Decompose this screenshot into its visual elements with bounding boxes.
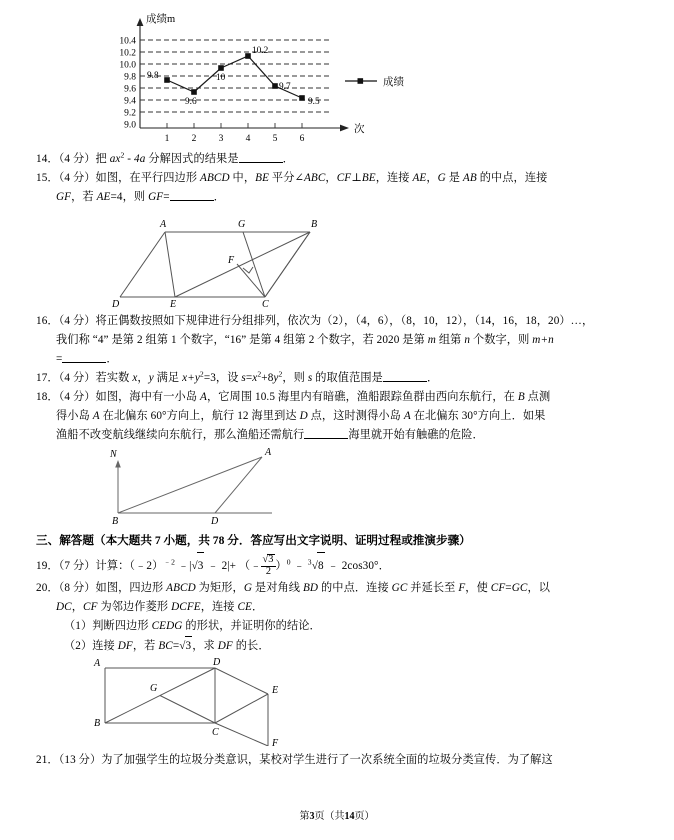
q18-t6: 点，这时测得小岛 <box>307 410 404 422</box>
q20-v6: CF <box>490 582 506 594</box>
q14-text-b: 分解因式的结果是 <box>145 153 239 165</box>
q17-v2: y <box>148 372 154 384</box>
question-15-line2 <box>0 188 674 207</box>
q17-v7: s <box>307 372 313 384</box>
q20-figure-svg <box>0 656 674 746</box>
sqrt-icon: √ <box>179 640 186 652</box>
q18-dot: ． <box>47 391 59 403</box>
q20-s2-rad: 3 <box>185 636 193 656</box>
q17-t5: = <box>245 372 253 384</box>
sqrt-icon: √ <box>311 560 318 572</box>
q14-dot: ． <box>47 153 59 165</box>
q16-v1: m <box>427 334 436 346</box>
q18-v2: B <box>517 391 525 403</box>
chart-y-axis-title: 成绩m <box>146 14 176 25</box>
q19-t5: ﹣ <box>290 560 308 572</box>
q14-period: ． <box>282 153 294 165</box>
q20-v9: CF <box>83 601 98 613</box>
q15-answer-blank[interactable] <box>170 200 214 201</box>
q20-marks: （8 分） <box>58 582 96 594</box>
chart-x-tick: 3 <box>218 134 224 144</box>
q19-marks: （7 分） <box>58 560 96 572</box>
q15-t11: =4，则 <box>110 191 149 203</box>
q15-v4: CF <box>336 172 352 184</box>
q20-label-B: B <box>94 718 101 729</box>
q20-v3: BD <box>302 582 319 594</box>
q20-label-A: A <box>94 658 101 669</box>
q17-v1: x <box>132 372 138 384</box>
q18-v5: A <box>403 410 411 422</box>
q20-s2-t2: ，若 <box>132 640 159 652</box>
legend-label: 成绩 <box>383 77 404 88</box>
legend-marker <box>358 78 364 84</box>
q18-t4: 得小岛 <box>56 410 93 422</box>
q16-number: 16 <box>36 315 48 327</box>
q20-t4: 的中点．连接 <box>318 582 392 594</box>
chart-x-tick: 5 <box>272 134 278 144</box>
q20-t7: = <box>505 582 512 594</box>
chart-marker <box>191 89 197 95</box>
chart-y-tick-labels <box>119 37 136 131</box>
sqrt-icon: √ <box>191 560 198 572</box>
q15-t5: ⊥ <box>351 172 362 184</box>
chart-x-axis-arrow <box>340 125 349 132</box>
chart-y-axis-arrow <box>137 18 144 26</box>
q15-v7: G <box>437 172 446 184</box>
q21-number: 21 <box>36 754 48 766</box>
q21-dot: ． <box>47 754 59 766</box>
q15-label-F: F <box>228 255 235 266</box>
question-18-line1 <box>0 388 674 407</box>
q19-sup1: ﹣2 <box>163 557 175 567</box>
q18-t8: 渔船不改变航线继续向东航行，那么渔船还需航行 <box>56 429 305 441</box>
q20-label-D: D <box>213 657 221 668</box>
q15-label-C: C <box>262 299 269 307</box>
q20-s2-v1: DF <box>117 640 133 652</box>
q15-label-G: G <box>238 219 246 230</box>
q15-t10: ，若 <box>71 191 97 203</box>
q20-v8: DC <box>56 601 72 613</box>
q20-label-E: E <box>272 685 279 696</box>
q15-v9: GF <box>56 191 72 203</box>
q20-number: 20 <box>36 582 48 594</box>
question-18-line2 <box>0 407 674 426</box>
question-20-sub2 <box>0 636 674 656</box>
chart-marker <box>164 77 170 83</box>
q20-s2-v2: BC <box>158 640 173 652</box>
q15-dot: ． <box>47 172 59 184</box>
question-20-line2 <box>0 598 674 617</box>
q17-number: 17 <box>36 372 48 384</box>
q18-label-N: N <box>110 449 117 460</box>
q20-t11: ，连接 <box>200 601 238 613</box>
q20-label-G: G <box>150 683 158 694</box>
q15-t9: 的中点，连接 <box>476 172 548 184</box>
q20-s2-t1: （2）连接 <box>64 640 118 652</box>
q20-v7: GC <box>511 582 528 594</box>
q16-marks: （4 分） <box>58 315 96 327</box>
q20-t6: ，使 <box>465 582 491 594</box>
chart-marker <box>272 83 278 89</box>
chart-point-label: 9.5 <box>308 97 320 107</box>
footer-total-pages: 14 <box>344 811 355 822</box>
q16-period: ． <box>106 353 118 365</box>
chart-legend <box>345 75 404 88</box>
footer-mid: 页（共 <box>314 811 345 822</box>
q18-number: 18 <box>36 391 48 403</box>
q14-text-a: 把 <box>95 153 110 165</box>
q20-t9: ， <box>71 601 84 613</box>
footer-page-number: 3 <box>309 811 315 822</box>
q16-v3: m+n <box>532 334 554 346</box>
q18-t3: 点测 <box>524 391 551 403</box>
question-20-line1 <box>0 579 674 598</box>
q16-text1: 将正偶数按照如下规律进行分组排列，依次为（2），（4，6），（8，10，12），（14，16，18，20）…， <box>95 315 594 327</box>
chart-marker <box>218 65 224 71</box>
q17-v5: x <box>252 372 258 384</box>
q17-sup2: 2 <box>257 369 262 379</box>
q15-v1: ABCD <box>200 172 230 184</box>
q15-t7: ， <box>426 172 438 184</box>
q20-v1: ABCD <box>166 582 196 594</box>
q15-t12: = <box>163 191 170 203</box>
q15-v10: AE <box>96 191 111 203</box>
question-20-sub1 <box>0 617 674 636</box>
q21-text: 为了加强学生的垃圾分类意识，某校对学生进行了一次系统全面的垃圾分类宣传．为了解这 <box>101 754 553 766</box>
q18-t5: 在北偏东 60°方向上，航行 12 海里到达 <box>99 410 300 422</box>
chart-y-tick: 10.0 <box>119 60 136 71</box>
chart-marker <box>299 95 305 101</box>
chart-point-label: 9.8 <box>147 71 159 81</box>
q19-t2: ﹣| <box>175 560 192 572</box>
q19-frac-num-val: 3 <box>268 553 274 565</box>
chart-data-markers <box>164 53 305 101</box>
chart-point-label: 10.2 <box>252 46 269 56</box>
q16-t4: = <box>56 353 63 365</box>
chart-svg <box>0 0 674 150</box>
sqrt-icon: √ <box>262 553 269 565</box>
q15-t1: 如图，在平行四边形 <box>95 172 201 184</box>
chart-x-tick: 1 <box>164 134 170 144</box>
q20-s2-t4: ，求 <box>192 640 218 652</box>
q15-t3: 平分∠ <box>269 172 304 184</box>
q17-t8: 的取值范围是 <box>312 372 383 384</box>
q20-v10: DCFE <box>171 601 201 613</box>
q15-v3: ABC <box>303 172 326 184</box>
q19-rad2: 8 <box>317 552 325 579</box>
chart-x-tick: 4 <box>245 134 251 144</box>
footer-prefix: 第 <box>299 811 310 822</box>
question-15-figure <box>0 207 674 312</box>
chart-y-tick: 9.8 <box>124 72 136 83</box>
q18-t2: ，它周围 10.5 海里内有暗礁，渔船跟踪鱼群由西向东航行，在 <box>206 391 518 403</box>
q17-t6: +8 <box>261 372 274 384</box>
q15-label-E: E <box>170 299 177 307</box>
q18-v3: A <box>92 410 100 422</box>
q17-t3: 满足 <box>153 372 183 384</box>
question-18-figure <box>0 445 674 530</box>
q20-t12: ． <box>251 601 264 613</box>
q17-v6: y <box>273 372 279 384</box>
q14-number: 14 <box>36 153 48 165</box>
q19-root-index: 3 <box>307 557 312 567</box>
chart-x-axis-title: 次 <box>354 124 365 135</box>
chart-y-tick: 9.4 <box>124 96 136 107</box>
q20-s2-t5: 的长． <box>232 640 270 652</box>
question-18-line3 <box>0 426 674 445</box>
q14-expr-a: ax <box>109 153 121 165</box>
q15-t2: 中， <box>229 172 256 184</box>
question-21 <box>0 751 674 770</box>
q17-t1: 若实数 <box>95 372 133 384</box>
q19-dot: ． <box>47 560 59 572</box>
chart-point-label: 10 <box>216 73 226 83</box>
q20-dot: ． <box>47 582 59 594</box>
q15-t4: ， <box>325 172 337 184</box>
q20-t2: 为矩形， <box>195 582 244 594</box>
q15-number: 15 <box>36 172 48 184</box>
q18-answer-blank[interactable] <box>304 438 348 439</box>
q19-sup2: 0 <box>286 557 291 567</box>
q18-label-A: A <box>265 447 272 458</box>
q16-v2: n <box>464 334 471 346</box>
q17-v4: s <box>241 372 246 384</box>
q18-v4: D <box>299 410 308 422</box>
q16-t3: 个数字，则 <box>470 334 533 346</box>
q17-dot: ． <box>47 372 59 384</box>
q20-label-F: F <box>272 738 279 746</box>
chart-y-tick: 9.2 <box>124 108 136 119</box>
chart-y-tick: 9.0 <box>124 120 136 131</box>
q16-dot: ． <box>47 315 59 327</box>
q14-expr-sup: 2 <box>120 150 125 160</box>
q19-rad1: 3 <box>197 552 205 579</box>
question-19 <box>0 552 674 579</box>
q17-t4: =3，设 <box>203 372 242 384</box>
q18-figure-svg <box>0 445 674 525</box>
section-3-heading: 三、解答题（本大题共 7 小题，共 78 分．答应写出文字说明、证明过程或推演步骤） <box>36 534 471 547</box>
q20-t1: 如图，四边形 <box>95 582 167 594</box>
q17-answer-blank[interactable] <box>383 381 427 382</box>
q20-t3: 是对角线 <box>252 582 303 594</box>
q14-answer-blank[interactable] <box>239 162 283 163</box>
question-16-line3 <box>0 350 674 369</box>
page-footer <box>0 807 674 822</box>
q20-shape-lines <box>105 668 268 746</box>
q15-shape-lines <box>120 232 310 297</box>
score-line-chart <box>0 0 674 150</box>
chart-y-tick: 10.4 <box>119 36 136 47</box>
q17-marks: （4 分） <box>58 372 96 384</box>
q20-figure-labels <box>93 657 279 746</box>
q20-t10: 为邻边作菱形 <box>97 601 172 613</box>
q15-v11: GF <box>148 191 164 203</box>
q17-sup3: 2 <box>278 369 283 379</box>
q15-label-A: A <box>160 219 167 230</box>
q18-marks: （4 分） <box>58 391 96 403</box>
chart-x-tick-labels <box>165 134 305 144</box>
q17-t7: ，则 <box>282 372 308 384</box>
q18-t1: 如图，海中有一小岛 <box>95 391 201 403</box>
q20-s1-t2: 的形状，并证明你的结论． <box>182 620 321 632</box>
q20-v11: CE <box>237 601 252 613</box>
chart-x-tick: 6 <box>299 134 305 144</box>
chart-marker <box>245 53 251 59</box>
q20-s1-v1: CEDG <box>151 620 183 632</box>
q15-v6: AE <box>412 172 427 184</box>
question-17 <box>0 369 674 388</box>
q19-t4: ） <box>275 560 287 572</box>
q15-period: ． <box>213 191 225 203</box>
question-15-line1 <box>0 169 674 188</box>
q17-t2: ， <box>137 372 149 384</box>
q15-t8: 是 <box>445 172 463 184</box>
q18-label-D: D <box>211 516 219 525</box>
chart-x-tick: 2 <box>191 134 197 144</box>
q15-marks: （4 分） <box>58 172 96 184</box>
questions-content <box>0 150 674 770</box>
q17-period: ． <box>426 372 439 384</box>
q20-label-C: C <box>212 727 219 738</box>
q20-t8: ，以 <box>527 582 551 594</box>
q19-frac-den: 2 <box>265 565 272 577</box>
q20-v5: F <box>458 582 466 594</box>
chart-point-label: 9.7 <box>279 82 291 92</box>
q15-t6: ，连接 <box>375 172 413 184</box>
chart-point-labels <box>147 46 320 107</box>
q19-frac-num <box>261 554 275 567</box>
q18-t9: 海里就开始有触礁的危险． <box>348 429 484 441</box>
q20-v4: GC <box>391 582 408 594</box>
q21-marks: （13 分） <box>58 754 102 766</box>
footer-suffix: 页） <box>354 811 375 822</box>
question-16-line1 <box>0 312 674 331</box>
q19-number: 19 <box>36 560 48 572</box>
q18-v1: A <box>200 391 207 403</box>
q19-t6: ﹣ 2cos30°． <box>324 560 390 572</box>
chart-gridlines <box>140 40 330 112</box>
chart-y-tick: 10.2 <box>119 48 136 59</box>
question-16-line2 <box>0 331 674 350</box>
q20-s1-t1: （1）判断四边形 <box>64 620 152 632</box>
q15-label-B: B <box>311 219 318 230</box>
north-arrow-icon <box>115 460 121 468</box>
q15-label-D: D <box>112 299 120 307</box>
chart-point-label: 9.6 <box>185 97 197 107</box>
q16-t1: 我们称 “4” 是第 2 组第 1 个数字，“16” 是第 4 组第 2 个数字，若 2020 是第 <box>56 334 428 346</box>
q15-v5: BE <box>361 172 376 184</box>
q18-label-B: B <box>112 516 119 525</box>
chart-y-tick: 9.6 <box>124 84 136 95</box>
q19-t1: 计算：（﹣2） <box>95 560 164 572</box>
question-14 <box>0 150 674 169</box>
q17-v3: x+y <box>182 372 200 384</box>
q16-answer-blank[interactable] <box>62 362 106 363</box>
q20-t5: 并延长至 <box>407 582 459 594</box>
q20-s2-t3: = <box>172 640 180 652</box>
q19-t3: ﹣ 2|+ （﹣ <box>204 560 262 572</box>
q14-marks: （4 分） <box>58 153 96 165</box>
q15-v8: AB <box>462 172 477 184</box>
q14-expr-b: - 4a <box>124 153 146 165</box>
q16-t2: 组第 <box>435 334 465 346</box>
question-20-figure <box>0 656 674 751</box>
q20-s2-v3: DF <box>217 640 233 652</box>
q20-v2: G <box>243 582 253 594</box>
q17-sup1: 2 <box>199 369 204 379</box>
q18-shape-lines <box>118 457 272 513</box>
q15-v2: BE <box>255 172 270 184</box>
q18-t7: 在北偏东 30°方向上．如果 <box>410 410 546 422</box>
chart-x-ticks <box>167 123 302 128</box>
q19-fraction <box>261 554 275 578</box>
q15-figure-svg <box>0 207 674 307</box>
